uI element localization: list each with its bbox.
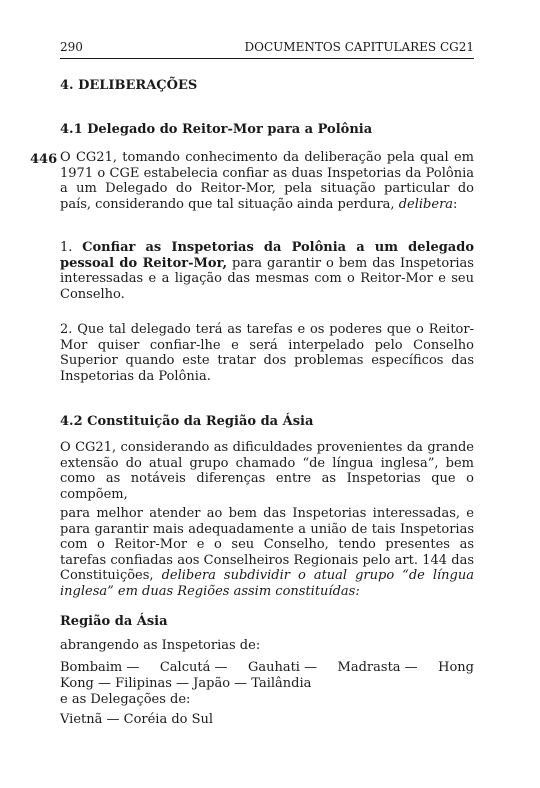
city-item: Madrasta — <box>337 660 418 675</box>
delegations-intro: e as Delegações de: <box>60 692 191 707</box>
intro-paragraph <box>60 150 474 212</box>
asia-paragraph-1: O CG21, considerando as dificuldades provenientes da grande extensão do atual grupo chamado “de língua inglesa”, bem como as notáveis diferenças entre as Inspetorias que o compõem, <box>60 440 474 502</box>
city-item: Calcutá — <box>159 660 228 675</box>
city-item: Hong <box>438 660 474 675</box>
region-title: Região da Ásia <box>60 614 168 629</box>
intro-colon: : <box>453 196 458 212</box>
cities-line-2: Kong — Filipinas — Japão — Tailândia <box>60 676 312 691</box>
delegations-list: Vietnã — Coréia do Sul <box>60 712 214 727</box>
asia-paragraph-2-italic: delibera subdividir o atual grupo “de língua inglesa” em duas Regiões assim constituídas: <box>60 568 474 599</box>
intro-text: O CG21, tomando conhecimento da deliberação pela qual em 1971 o CGE estabelecia confiar as duas Inspetorias da Polônia a um Delegado do Reitor-Mor, pela situação particular do país, considerando que tal situação ainda perdura, <box>60 150 474 212</box>
asia-paragraph-2-text: para melhor atender ao bem das Inspetorias interessadas, e para garantir mais adequadamente a união de tais Inspetorias com o Reitor-Mor e o seu Conselho, tendo presentes as tarefas confiadas aos Conselheiros Regionais pelo art. 144 das Constituições, <box>60 506 474 583</box>
region-intro: abrangendo as Inspetorias de: <box>60 638 261 653</box>
intro-delibera: delibera <box>398 196 454 212</box>
running-title: DOCUMENTOS CAPITULARES CG21 <box>244 40 474 54</box>
margin-number: 446 <box>30 152 58 167</box>
item-1-paragraph <box>60 240 474 302</box>
item-1-text: para garantir o bem das Inspetorias interessadas e a ligação das mesmas com o Reitor-Mor e seu Conselho. <box>60 255 474 302</box>
city-item: Gauhati — <box>247 660 318 675</box>
header-rule <box>60 58 474 59</box>
section-heading-deliberacoes: 4. DELIBERAÇÕES <box>60 78 198 93</box>
asia-paragraph-2 <box>60 506 474 599</box>
subsection-heading-polonia: 4.1 Delegado do Reitor-Mor para a Polônia <box>60 122 373 137</box>
subsection-heading-asia: 4.2 Constituição da Região da Ásia <box>60 414 314 429</box>
cities-line-1 <box>60 660 474 676</box>
item-1-bold-text: Confiar as Inspetorias da Polônia a um delegado pessoal do Reitor-Mor, <box>60 240 474 271</box>
item-2-paragraph: 2. Que tal delegado terá as tarefas e os poderes que o Reitor-Mor quiser confiar-lhe e será interpelado pelo Conselho Superior quando este tratar dos problemas específicos das Inspetorias da Polônia. <box>60 322 474 384</box>
city-item: Bombaim — <box>60 660 140 675</box>
page-number: 290 <box>60 40 83 54</box>
item-1-number: 1. <box>60 240 73 255</box>
